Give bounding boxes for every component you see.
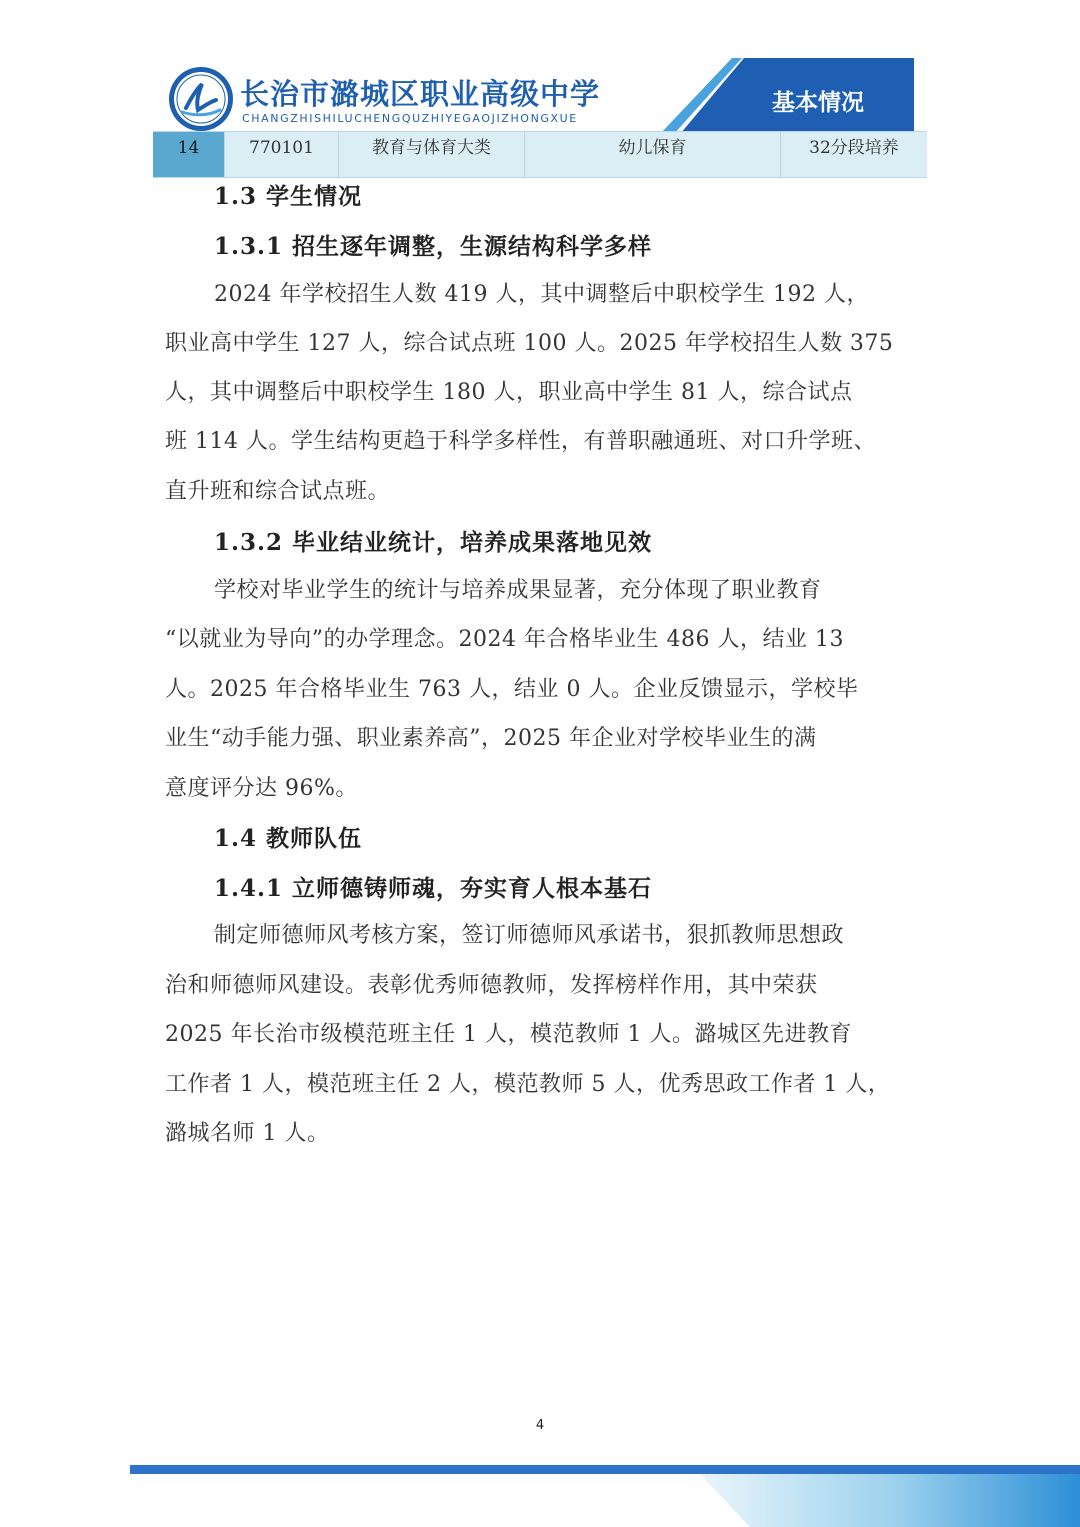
footer-decoration: [640, 1474, 1080, 1527]
paragraph-line: 人。2025 年合格毕业生 763 人，结业 0 人。企业反馈显示，学校毕: [165, 677, 859, 702]
table-row: [153, 131, 927, 178]
heading-1-3-1: 1.3.1 招生逐年调整，生源结构科学多样: [214, 233, 653, 260]
paragraph-line: 人，其中调整后中职校学生 180 人，职业高中学生 81 人，综合试点: [165, 380, 853, 405]
heading-1-3: 1.3 学生情况: [214, 183, 363, 210]
paragraph-line: “以就业为导向”的办学理念。2024 年合格毕业生 486 人，结业 13: [165, 627, 844, 652]
paragraph-line: 班 114 人。学生结构更趋于科学多样性，有普职融通班、对口升学班、: [165, 429, 876, 454]
table-cell-code: 770101: [225, 132, 339, 177]
school-name: 长治市潞城区职业高级中学: [240, 77, 601, 111]
table-cell-index: 14: [153, 132, 225, 177]
paragraph-line: 潞城名师 1 人。: [165, 1121, 330, 1146]
table-cell-major: 幼儿保育: [525, 132, 781, 177]
section-badge: 基本情况: [772, 90, 864, 116]
paragraph-line: 工作者 1 人，模范班主任 2 人，模范教师 5 人，优秀思政工作者 1 人，: [165, 1072, 891, 1097]
paragraph-line: 意度评分达 96%。: [165, 776, 358, 801]
heading-1-3-2: 1.3.2 毕业结业统计，培养成果落地见效: [214, 529, 653, 556]
paragraph-line: 学校对毕业学生的统计与培养成果显著，充分体现了职业教育: [214, 578, 822, 603]
heading-1-4-1: 1.4.1 立师德铸师魂，夯实育人根本基石: [214, 875, 653, 902]
table-cell-category: 教育与体育大类: [339, 132, 525, 177]
table-cell-mode: 32分段培养: [809, 138, 899, 158]
paragraph-line: 治和师德师风建设。表彰优秀师德教师，发挥榜样作用，其中荣获: [165, 973, 818, 998]
paragraph-line: 业生“动手能力强、职业素养高”，2025 年企业对学校毕业生的满: [165, 726, 817, 751]
paragraph-line: 制定师德师风考核方案，签订师德师风承诺书，狠抓教师思想政: [214, 923, 845, 948]
heading-1-4: 1.4 教师队伍: [214, 825, 363, 852]
paragraph-line: 2025 年长治市级模范班主任 1 人，模范教师 1 人。潞城区先进教育: [165, 1022, 852, 1047]
school-logo: [168, 66, 234, 132]
paragraph-line: 职业高中学生 127 人，综合试点班 100 人。2025 年学校招生人数 375: [165, 331, 894, 356]
paragraph-line: 2024 年学校招生人数 419 人，其中调整后中职校学生 192 人，: [214, 282, 869, 307]
footer-bar: [130, 1465, 1080, 1474]
page-number: 4: [535, 1418, 545, 1433]
school-pinyin: CHANGZHISHILUCHENGQUZHIYEGAOJIZHONGXUE: [242, 112, 578, 125]
paragraph-line: 直升班和综合试点班。: [165, 479, 391, 504]
